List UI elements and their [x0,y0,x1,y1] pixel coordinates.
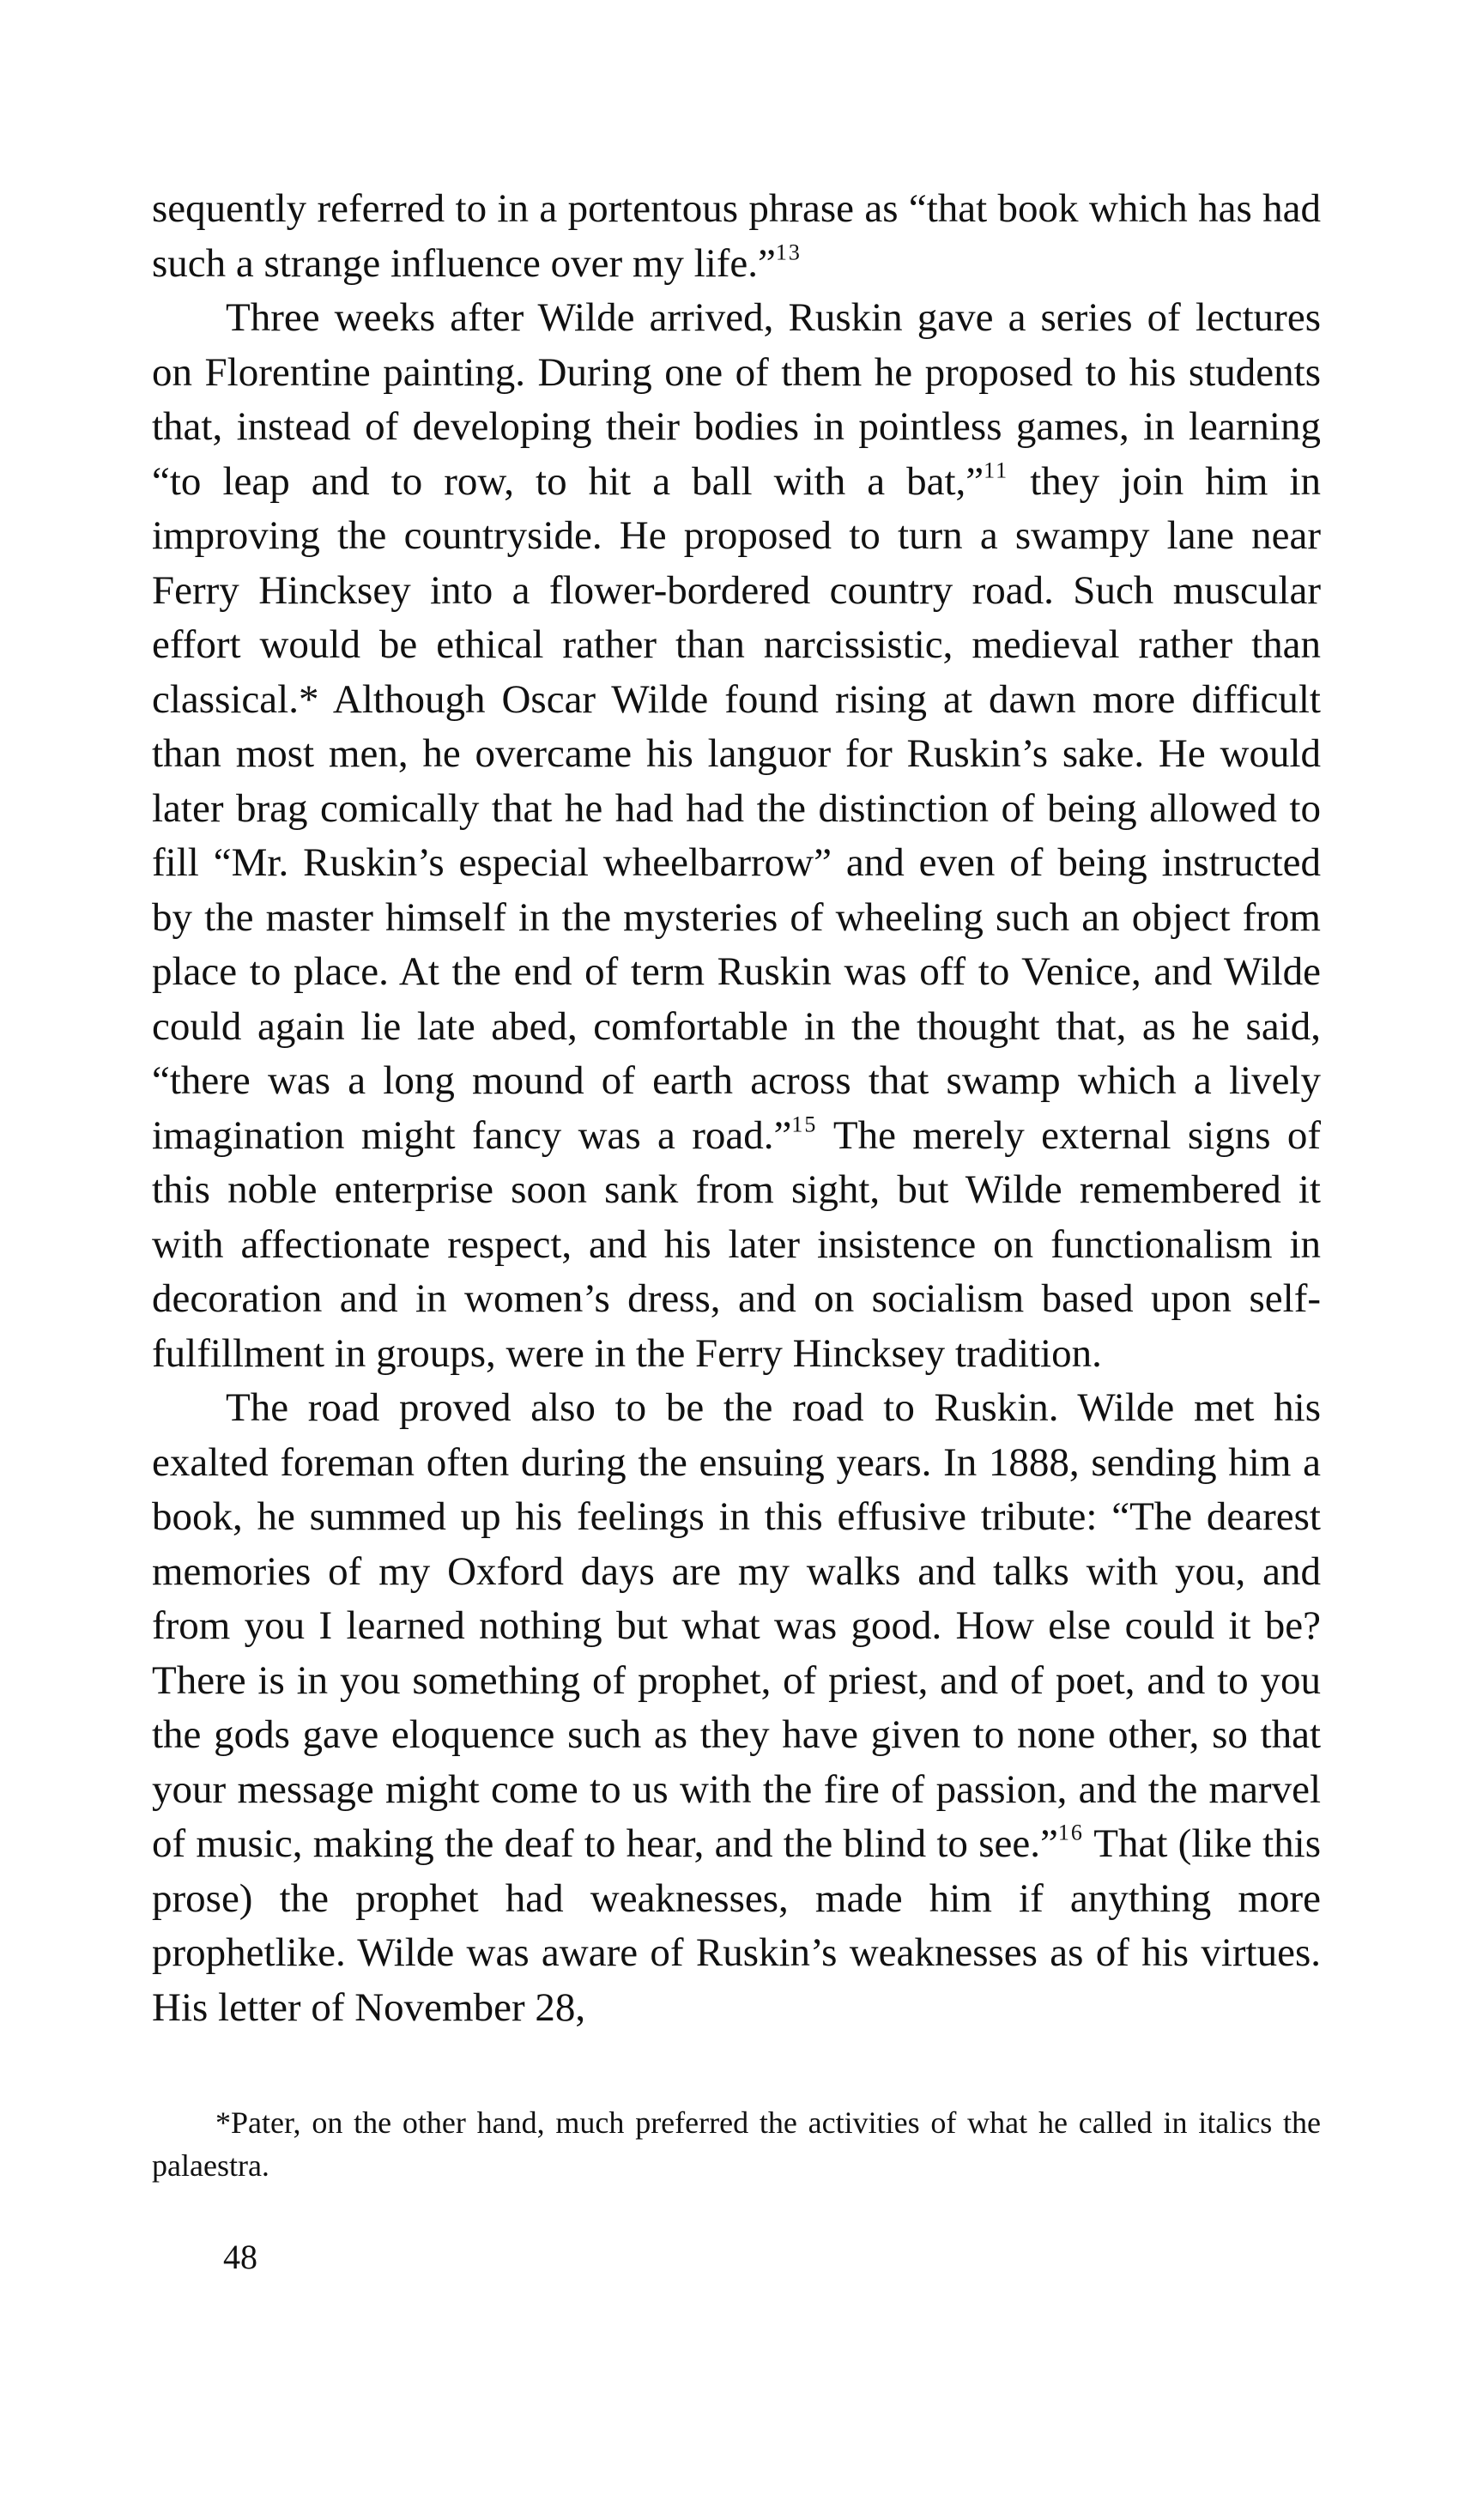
paragraph-text: The road proved also to be the road to Ruskin. Wilde met his exalted foreman often during the ensuing years. In 1888, sending him a book, he summed up his feelings in this effusive tribute: “The dearest memories of my Oxford days are my walks and talks with you, and from you I learned nothing but what was good. How else could it be? There is in you something of prophet, of priest, and of poet, and to you the gods gave eloquence such as they have given to none other, so that your message might come to us with the fire of passion, and the marvel of music, making the deaf to hear, and the blind to see.” [152,1385,1321,1866]
paragraph [152,182,1321,291]
paragraph-text: they join him in improving the countryside. He proposed to turn a swampy lane near Ferry Hincksey into a flower-bordered country road. Such muscular effort would be ethical rather than narcissistic, medieval rather than classical.* Although Oscar Wilde found rising at dawn more difficult than most men, he overcame his languor for Ruskin’s sake. He would later brag comically that he had had the distinction of being allowed to fill “Mr. Ruskin’s especial wheelbarrow” and even of being instructed by the master himself in the mysteries of wheeling such an object from place to place. At the end of term Ruskin was off to Venice, and Wilde could again lie late abed, comfortable in the thought that, as he said, “there was a long mound of earth across that swamp which a lively imagination might fancy was a road.” [152,458,1321,1158]
note-reference: 16 [1057,1820,1084,1845]
note-reference: 13 [775,239,802,264]
paragraph-text: Three weeks after Wilde arrived, Ruskin gave a series of lectures on Florentine painting. During one of them he proposed to his students that, instead of developing their bodies in pointless games, in learning “to leap and to row, to hit a ball with a bat,” [152,295,1321,504]
footnote-text: *Pater, on the other hand, much preferred the activities of what he called in italics the palaestra. [152,2105,1321,2183]
body-text [152,182,1321,2035]
paragraph-text: The merely external signs of this noble enterprise soon sank from sight, but Wilde remembered it with affectionate respect, and his later insistence on functionalism in decoration and in women’s dress, and on socialism based upon self-fulfillment in groups, were in the Ferry Hincksey tradition. [152,1112,1321,1376]
paragraph [152,1381,1321,2035]
footnote [152,2101,1321,2187]
paragraph-text: sequently referred to in a portentous phrase as “that book which has had such a strange influence over my life.” [152,186,1321,286]
page-number: 48 [223,2238,257,2276]
note-reference: 11 [984,457,1009,482]
note-reference: 15 [791,1112,818,1136]
paragraph [152,291,1321,1381]
paragraph-text: That (like this prose) the prophet had weaknesses, made him if anything more prophetlike. Wilde was aware of Ruskin’s weaknesses as of his virtues. His letter of November 28, [152,1821,1321,2030]
